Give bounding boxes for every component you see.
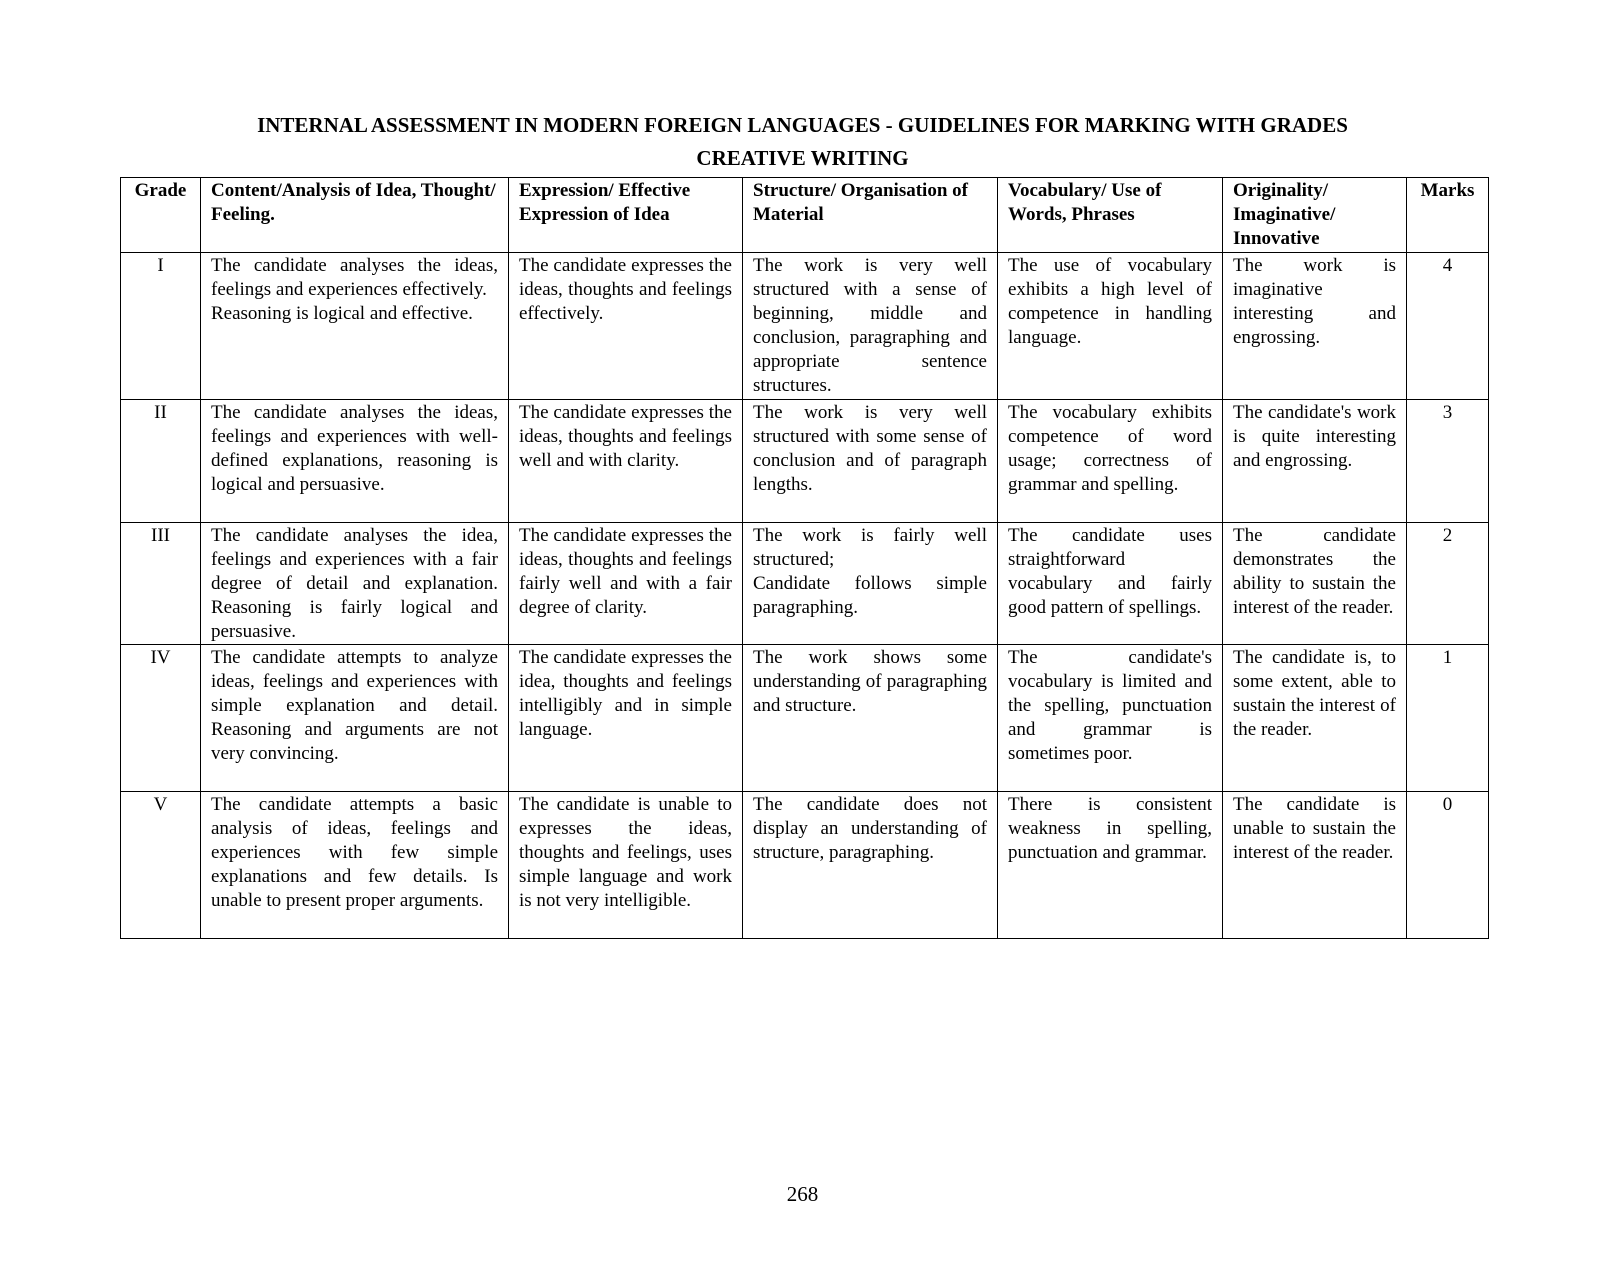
vocabulary-cell: The candidate's vocabulary is limited and the spelling, punctuation and grammar is sometimes poor. bbox=[998, 645, 1223, 792]
structure-cell: The work is very well structured with some sense of conclusion and of paragraph lengths. bbox=[743, 400, 998, 523]
document-title: INTERNAL ASSESSMENT IN MODERN FOREIGN LANGUAGES - GUIDELINES FOR MARKING WITH GRADES bbox=[257, 113, 1348, 137]
marks-cell: 0 bbox=[1407, 792, 1489, 939]
originality-cell: The candidate's work is quite interesting and engrossing. bbox=[1223, 400, 1407, 523]
originality-cell: The work is imaginative interesting and engrossing. bbox=[1223, 253, 1407, 400]
document-subtitle: CREATIVE WRITING bbox=[696, 146, 909, 170]
header-content-analysis: Content/Analysis of Idea, Thought/ Feeling. bbox=[201, 178, 509, 253]
structure-cell: The candidate does not display an understanding of structure, paragraphing. bbox=[743, 792, 998, 939]
grade-cell: I bbox=[121, 253, 201, 400]
content-cell bbox=[201, 792, 509, 939]
header-vocabulary: Vocabulary/ Use of Words, Phrases bbox=[998, 178, 1223, 253]
vocabulary-cell: The candidate uses straightforward vocabulary and fairly good pattern of spellings. bbox=[998, 523, 1223, 645]
expression-cell: The candidate expresses the ideas, thoughts and feelings fairly well and with a fair degree of clarity. bbox=[509, 523, 743, 645]
header-structure: Structure/ Organisation of Material bbox=[743, 178, 998, 253]
marks-cell: 4 bbox=[1407, 253, 1489, 400]
table-row bbox=[121, 400, 1489, 523]
header-grade: Grade bbox=[121, 178, 201, 253]
table-row bbox=[121, 645, 1489, 792]
content-cell bbox=[201, 400, 509, 523]
table-row bbox=[121, 253, 1489, 400]
header-expression: Expression/ Effective Expression of Idea bbox=[509, 178, 743, 253]
table-body bbox=[121, 253, 1489, 939]
content-cell bbox=[201, 253, 509, 400]
structure-cell: The work is fairly well structured; Candidate follows simple paragraphing. bbox=[743, 523, 998, 645]
content-text: The candidate attempts to analyze ideas, feelings and experiences with simple explanation and detail. Reasoning and arguments are not very convincing. bbox=[211, 647, 498, 764]
grade-cell: V bbox=[121, 792, 201, 939]
expression-cell: The candidate expresses the ideas, thoughts and feelings effectively. bbox=[509, 253, 743, 400]
marking-rubric-table bbox=[120, 177, 1489, 939]
vocabulary-cell: The vocabulary exhibits competence of word usage; correctness of grammar and spelling. bbox=[998, 400, 1223, 523]
content-cell bbox=[201, 523, 509, 645]
marks-cell: 3 bbox=[1407, 400, 1489, 523]
vocabulary-cell: There is consistent weakness in spelling, punctuation and grammar. bbox=[998, 792, 1223, 939]
table-header bbox=[121, 178, 1489, 253]
content-text: The candidate analyses the ideas, feelings and experiences with well-defined explanations, reasoning is logical and persuasive. bbox=[211, 402, 498, 495]
page-number: 268 bbox=[786, 1182, 819, 1206]
header-row bbox=[121, 178, 1489, 253]
content-text: The candidate analyses the ideas, feelings and experiences effectively. bbox=[211, 255, 498, 300]
originality-cell: The candidate demonstrates the ability to sustain the interest of the reader. bbox=[1223, 523, 1407, 645]
expression-cell: The candidate expresses the idea, thoughts and feelings intelligibly and in simple language. bbox=[509, 645, 743, 792]
originality-cell: The candidate is unable to sustain the interest of the reader. bbox=[1223, 792, 1407, 939]
marks-cell: 2 bbox=[1407, 523, 1489, 645]
expression-cell: The candidate is unable to expresses the ideas, thoughts and feelings, uses simple language and work is not very intelligible. bbox=[509, 792, 743, 939]
grade-cell: IV bbox=[121, 645, 201, 792]
grade-cell: II bbox=[121, 400, 201, 523]
content-cell bbox=[201, 645, 509, 792]
content-text: The candidate attempts a basic analysis of ideas, feelings and experiences with few simple explanations and few details. Is unable to present proper arguments. bbox=[211, 794, 498, 911]
grade-cell: III bbox=[121, 523, 201, 645]
table-row bbox=[121, 792, 1489, 939]
expression-cell: The candidate expresses the ideas, thoughts and feelings well and with clarity. bbox=[509, 400, 743, 523]
content-text: The candidate analyses the idea, feelings and experiences with a fair degree of detail and explanation. Reasoning is fairly logical and persuasive. bbox=[211, 525, 498, 642]
content-text: Reasoning is logical and effective. bbox=[211, 303, 473, 324]
vocabulary-cell: The use of vocabulary exhibits a high level of competence in handling language. bbox=[998, 253, 1223, 400]
structure-cell: The work is very well structured with a sense of beginning, middle and conclusion, paragraphing and appropriate sentence structures. bbox=[743, 253, 998, 400]
header-originality: Originality/ Imaginative/ Innovative bbox=[1223, 178, 1407, 253]
header-marks: Marks bbox=[1407, 178, 1489, 253]
table-row bbox=[121, 523, 1489, 645]
structure-cell: The work shows some understanding of paragraphing and structure. bbox=[743, 645, 998, 792]
marks-cell: 1 bbox=[1407, 645, 1489, 792]
originality-cell: The candidate is, to some extent, able to sustain the interest of the reader. bbox=[1223, 645, 1407, 792]
